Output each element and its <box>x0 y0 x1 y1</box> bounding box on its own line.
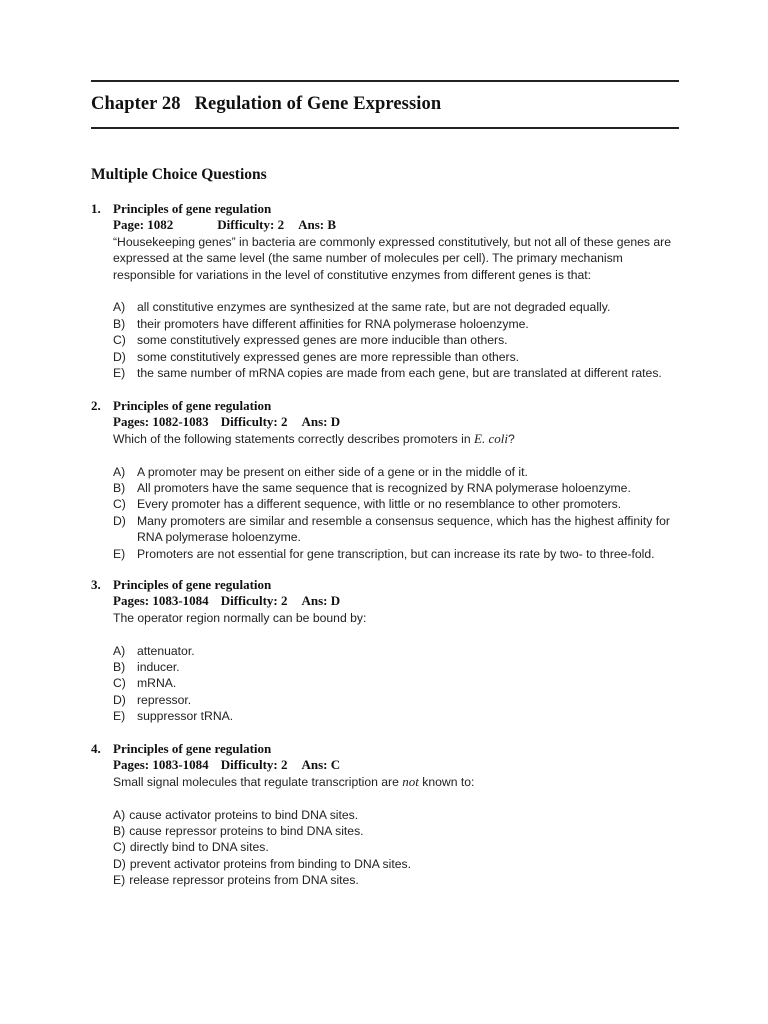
question-number: 1. <box>91 201 101 216</box>
option-a <box>113 643 681 659</box>
difficulty: Difficulty: 2 <box>217 217 285 233</box>
option-b <box>113 480 681 496</box>
stem-text-end: ? <box>507 431 515 446</box>
question-topic: Principles of gene regulation <box>113 201 272 216</box>
option-text: cause activator proteins to bind DNA sites. <box>129 807 359 822</box>
question-number: 3. <box>91 577 101 592</box>
page-reference: Pages: 1082-1083 <box>113 414 209 430</box>
question-1 <box>91 201 681 381</box>
option-letter: D) <box>113 692 126 707</box>
option-text: A promoter may be present on either side of a gene or in the middle of it. <box>137 464 528 479</box>
option-letter: B) <box>113 316 126 331</box>
page-reference: Pages: 1083-1084 <box>113 757 209 773</box>
option-text: all constitutive enzymes are synthesized at the same rate, but are not degraded equally. <box>137 300 611 315</box>
question-header <box>91 577 681 593</box>
option-letter: E) <box>113 873 126 888</box>
answer: Ans: C <box>301 757 341 773</box>
option-text: All promoters have the same sequence that is recognized by RNA polymerase holoenzyme. <box>137 481 631 496</box>
question-stem <box>113 774 681 790</box>
answer: Ans: D <box>301 593 341 609</box>
option-text: Many promoters are similar and resemble a consensus sequence, which has the highest affinity for RNA polymerase holoenzyme. <box>137 513 670 545</box>
option-d <box>113 513 681 546</box>
option-d <box>113 692 681 708</box>
question-stem <box>113 431 681 447</box>
option-letter: A) <box>113 643 126 658</box>
option-text: some constitutively expressed genes are more repressible than others. <box>137 349 520 364</box>
difficulty: Difficulty: 2 <box>220 757 288 773</box>
stem-italic-text: not <box>402 773 419 789</box>
stem-text-end: known to: <box>418 774 475 789</box>
option-letter: E) <box>113 709 126 724</box>
chapter-title <box>91 94 441 115</box>
option-c <box>113 839 681 855</box>
option-letter: D) <box>113 513 126 528</box>
question-stem: “Housekeeping genes” in bacteria are commonly expressed constitutively, but not all of these genes are expressed at the same level (the same number of molecules per cell). The primary mechanism responsible for variations in the level of constitutive enzymes from different genes is that: <box>113 234 671 282</box>
option-c <box>113 496 681 512</box>
chapter-name: Regulation of Gene Expression <box>194 94 442 114</box>
option-text: their promoters have different affinities for RNA polymerase holoenzyme. <box>137 316 529 331</box>
option-text: suppressor tRNA. <box>137 709 234 724</box>
option-e <box>113 708 681 724</box>
option-d <box>113 856 681 872</box>
option-letter: B) <box>113 660 126 675</box>
option-a <box>113 464 681 480</box>
option-a <box>113 807 681 823</box>
option-letter: D) <box>113 349 126 364</box>
option-c <box>113 332 681 348</box>
option-b <box>113 316 681 332</box>
stem-text: Which of the following statements correctly describes promoters in <box>113 431 475 446</box>
question-topic: Principles of gene regulation <box>113 577 272 592</box>
question-number: 4. <box>91 741 101 756</box>
option-b <box>113 823 681 839</box>
option-e <box>113 546 681 562</box>
option-letter: C) <box>113 497 126 512</box>
answer-options <box>113 464 681 562</box>
answer: Ans: B <box>298 217 337 233</box>
option-d <box>113 349 681 365</box>
option-text: directly bind to DNA sites. <box>129 840 269 855</box>
option-text: inducer. <box>137 660 180 675</box>
page-reference: Pages: 1083-1084 <box>113 593 209 609</box>
difficulty: Difficulty: 2 <box>220 593 288 609</box>
option-text: prevent activator proteins from binding to DNA sites. <box>129 856 411 871</box>
option-letter: D) <box>113 856 126 871</box>
option-text: cause repressor proteins to bind DNA sites. <box>129 824 364 839</box>
section-heading: Multiple Choice Questions <box>91 166 267 183</box>
option-c <box>113 675 681 691</box>
option-letter: B) <box>113 481 126 496</box>
answer: Ans: D <box>301 414 341 430</box>
option-text: the same number of mRNA copies are made from each gene, but are translated at different rates. <box>137 366 662 381</box>
question-topic: Principles of gene regulation <box>113 741 272 756</box>
stem-text: Small signal molecules that regulate transcription are <box>113 774 403 789</box>
option-text: release repressor proteins from DNA sites. <box>129 873 359 888</box>
question-header <box>91 201 681 217</box>
question-meta <box>113 414 681 430</box>
question-4 <box>91 741 681 889</box>
question-number: 2. <box>91 398 101 413</box>
chapter-number: Chapter 28 <box>91 94 181 114</box>
option-text: Promoters are not essential for gene transcription, but can increase its rate by two- to three-fold. <box>137 546 655 561</box>
question-meta <box>113 593 681 609</box>
question-topic: Principles of gene regulation <box>113 398 272 413</box>
option-letter: C) <box>113 676 126 691</box>
header-bottom-rule <box>91 127 679 129</box>
page-reference: Page: 1082 <box>113 217 174 233</box>
header-top-rule <box>91 80 679 82</box>
option-e <box>113 872 681 888</box>
answer-options <box>113 643 681 725</box>
option-letter: B) <box>113 824 126 839</box>
question-meta <box>113 217 681 233</box>
question-3 <box>91 577 681 725</box>
question-header <box>91 741 681 757</box>
answer-options <box>113 807 681 889</box>
question-header <box>91 398 681 414</box>
question-2 <box>91 398 681 562</box>
option-text: repressor. <box>137 692 192 707</box>
option-text: mRNA. <box>137 676 177 691</box>
option-letter: A) <box>113 300 126 315</box>
option-text: Every promoter has a different sequence, with little or no resemblance to other promoters. <box>137 497 622 512</box>
option-letter: C) <box>113 333 126 348</box>
difficulty: Difficulty: 2 <box>220 414 288 430</box>
option-letter: C) <box>113 840 126 855</box>
option-letter: E) <box>113 546 126 561</box>
option-e <box>113 365 681 381</box>
answer-options <box>113 299 681 381</box>
option-text: some constitutively expressed genes are more inducible than others. <box>137 333 508 348</box>
question-meta <box>113 757 681 773</box>
option-b <box>113 659 681 675</box>
option-letter: A) <box>113 464 126 479</box>
option-text: attenuator. <box>137 643 195 658</box>
stem-italic-text: E. coli <box>474 430 508 446</box>
option-a <box>113 299 681 315</box>
option-letter: A) <box>113 807 126 822</box>
option-letter: E) <box>113 366 126 381</box>
question-stem: The operator region normally can be bound by: <box>113 610 367 625</box>
